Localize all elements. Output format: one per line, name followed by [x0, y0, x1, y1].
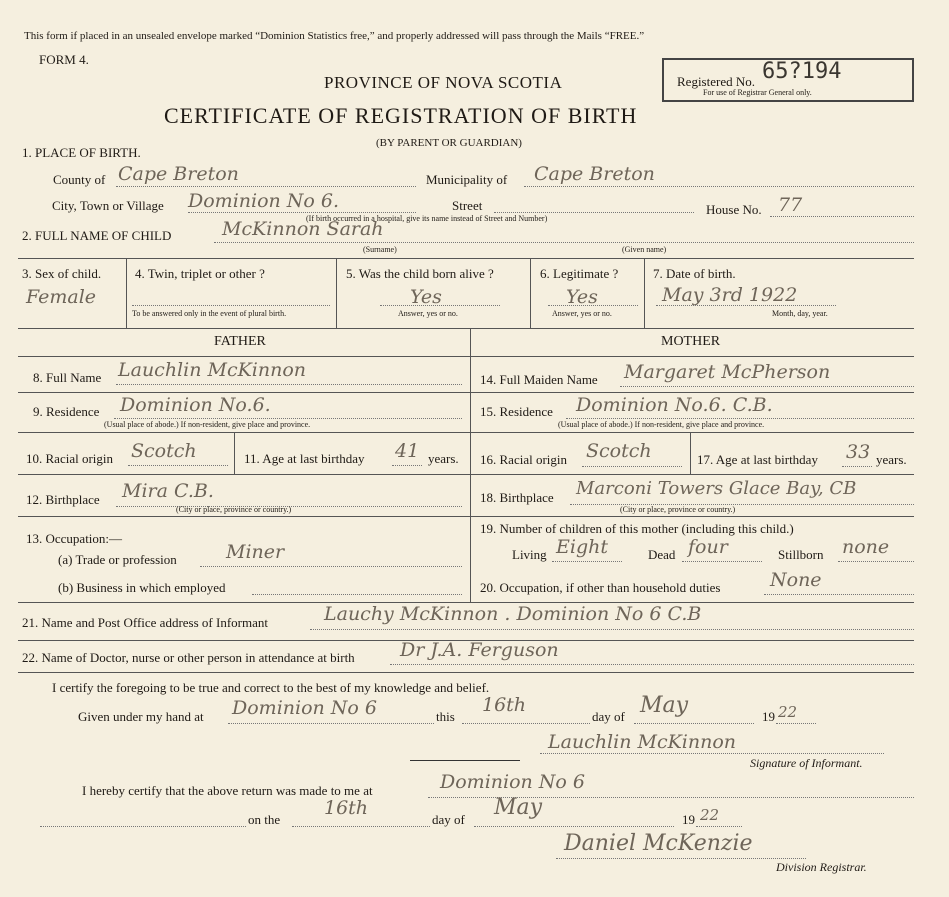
trade-value: Miner — [226, 541, 285, 563]
given-day-value: 16th — [482, 694, 527, 716]
legitimate-line — [548, 305, 638, 306]
on-the-label: on the — [248, 812, 281, 827]
given-name-caption: (Given name) — [622, 245, 667, 254]
row3-top-rule — [18, 258, 914, 259]
living-value: Eight — [556, 536, 608, 558]
on-month-value: May — [494, 795, 543, 820]
registrar-use-note: For use of Registrar General only. — [703, 88, 812, 97]
mother-occupation-value: None — [770, 569, 822, 591]
street-line — [494, 212, 694, 213]
city-value: Dominion No 6. — [188, 190, 340, 212]
mother-age-line — [842, 466, 872, 467]
mother-name-line — [620, 386, 914, 387]
certify-statement: I certify the foregoing to be true and correct to the best of my knowledge and belief. — [52, 680, 490, 695]
legitimate-value: Yes — [566, 286, 598, 308]
business-label: (b) Business in which employed — [58, 580, 226, 595]
children-label: 19. Number of children of this mother (including this child.) — [480, 521, 794, 536]
alive-line — [380, 305, 500, 306]
informant-label: 21. Name and Post Office address of Informant — [22, 615, 268, 630]
attendant-value: Dr J.A. Ferguson — [400, 639, 559, 661]
row3-divider-2 — [336, 258, 337, 328]
father-racial-line — [128, 465, 228, 466]
registered-number: 65?194 — [762, 59, 842, 84]
row3-divider-3 — [530, 258, 531, 328]
given-place-line — [228, 723, 434, 724]
given-month-value: May — [640, 693, 689, 718]
mother-age-value: 33 — [846, 441, 871, 463]
father-residence-label: 9. Residence — [33, 404, 100, 419]
municipality-value: Cape Breton — [534, 163, 655, 185]
mother-occupation-label: 20. Occupation, if other than household duties — [480, 580, 721, 595]
house-value: 77 — [778, 194, 803, 216]
mother-name-label: 14. Full Maiden Name — [480, 372, 598, 387]
father-birthplace-label: 12. Birthplace — [26, 492, 100, 507]
occupation-label: 13. Occupation:— — [26, 531, 123, 546]
mother-rule-1 — [470, 356, 914, 357]
form-number: FORM 4. — [39, 52, 89, 67]
father-racial-value: Scotch — [131, 440, 197, 462]
legitimate-label: 6. Legitimate ? — [540, 266, 619, 281]
mother-racial-line — [582, 466, 682, 467]
row3-divider-4 — [644, 258, 645, 328]
living-line — [552, 561, 622, 562]
alive-value: Yes — [410, 286, 442, 308]
given-year-line — [776, 723, 816, 724]
father-heading: FATHER — [214, 334, 266, 349]
hospital-note: (If birth occurred in a hospital, give its name instead of Street and Number) — [306, 214, 548, 223]
certificate-title: CERTIFICATE OF REGISTRATION OF BIRTH — [164, 103, 638, 128]
mother-residence-note: (Usual place of abode.) If non-resident, give place and province. — [558, 420, 765, 429]
sex-label: 3. Sex of child. — [22, 266, 102, 281]
date-of-birth-line — [656, 305, 836, 306]
alive-label: 5. Was the child born alive ? — [346, 266, 494, 281]
registered-label: Registered No. — [677, 74, 755, 89]
given-hand-label: Given under my hand at — [78, 709, 204, 724]
father-residence-line — [114, 418, 462, 419]
mother-age-divider — [690, 432, 691, 474]
dead-value: four — [688, 536, 728, 558]
given-year-value: 22 — [778, 703, 798, 721]
stillborn-line — [838, 561, 914, 562]
on-year-prefix: 19 — [682, 812, 695, 827]
mother-age-label: 17. Age at last birthday — [697, 452, 818, 467]
date-of-birth-label: 7. Date of birth. — [653, 266, 736, 281]
s22-rule — [18, 672, 914, 673]
county-value: Cape Breton — [118, 163, 239, 185]
child-name-value: McKinnon Sarah — [222, 218, 384, 240]
registrar-signature-line — [556, 858, 806, 859]
parents-rule-3 — [18, 432, 914, 433]
stillborn-label: Stillborn — [778, 547, 824, 562]
parents-rule-5 — [18, 516, 914, 517]
father-name-line — [116, 384, 462, 385]
on-day-line — [292, 826, 430, 827]
date-of-birth-note: Month, day, year. — [772, 309, 828, 318]
trade-label: (a) Trade or profession — [58, 552, 177, 567]
given-year-prefix: 19 — [762, 709, 775, 724]
given-day-line — [462, 723, 590, 724]
father-years-label: years. — [428, 451, 459, 466]
surname-caption: (Surname) — [363, 245, 397, 254]
row3-divider-1 — [126, 258, 127, 328]
on-month-line — [474, 826, 674, 827]
county-line — [116, 186, 416, 187]
mother-residence-label: 15. Residence — [480, 404, 553, 419]
given-month-line — [634, 723, 754, 724]
father-birthplace-value: Mira C.B. — [122, 480, 214, 502]
twin-note: To be answered only in the event of plural birth. — [132, 309, 287, 318]
mailing-notice: This form if placed in an unsealed envelope marked “Dominion Statistics free,” and properly addressed will pass through the Mails “FREE.” — [24, 30, 645, 42]
house-line — [770, 216, 914, 217]
mother-racial-value: Scotch — [586, 440, 652, 462]
mother-residence-line — [566, 418, 914, 419]
father-name-value: Lauchlin McKinnon — [118, 359, 307, 381]
father-age-line — [392, 465, 422, 466]
county-label: County of — [53, 172, 106, 187]
father-residence-note: (Usual place of abode.) If non-resident, give place and province. — [104, 420, 311, 429]
father-rule-1 — [18, 356, 470, 357]
dead-label: Dead — [648, 547, 676, 562]
mother-years-label: years. — [876, 452, 907, 467]
city-line — [188, 212, 416, 213]
dead-line — [682, 561, 762, 562]
child-name-label: 2. FULL NAME OF CHILD — [22, 228, 172, 243]
mother-name-value: Margaret McPherson — [624, 361, 831, 383]
registrar-caption: Division Registrar. — [776, 860, 867, 874]
attendant-line — [390, 664, 914, 665]
given-day-of-label: day of — [592, 709, 625, 724]
mother-birthplace-note: (City or place, province or country.) — [620, 505, 736, 514]
parents-rule-2 — [18, 392, 914, 393]
informant-signature: Lauchlin McKinnon — [548, 731, 737, 753]
mother-birthplace-value: Marconi Towers Glace Bay, CB — [576, 478, 857, 499]
father-age-label: 11. Age at last birthday — [244, 451, 365, 466]
made-place-value: Dominion No 6 — [440, 771, 585, 793]
place-of-birth-label: 1. PLACE OF BIRTH. — [22, 145, 141, 160]
alive-note: Answer, yes or no. — [398, 309, 458, 318]
mother-residence-value: Dominion No.6. C.B. — [576, 394, 773, 416]
parents-rule-4 — [18, 474, 914, 475]
municipality-label: Municipality of — [426, 172, 508, 187]
legitimate-note: Answer, yes or no. — [552, 309, 612, 318]
mother-birthplace-label: 18. Birthplace — [480, 490, 554, 505]
father-residence-value: Dominion No.6. — [120, 394, 271, 416]
mother-heading: MOTHER — [661, 334, 721, 349]
on-year-line — [696, 826, 742, 827]
certificate-subtitle: (BY PARENT OR GUARDIAN) — [376, 137, 522, 149]
registrar-signature: Daniel McKenzie — [564, 831, 753, 856]
father-age-divider — [234, 432, 235, 474]
city-label: City, Town or Village — [52, 198, 164, 213]
hereby-statement: I hereby certify that the above return was made to me at — [82, 783, 373, 798]
date-of-birth-value: May 3rd 1922 — [662, 284, 798, 306]
on-day-of-label: day of — [432, 812, 465, 827]
informant-line — [310, 629, 914, 630]
house-label: House No. — [706, 202, 762, 217]
father-racial-label: 10. Racial origin — [26, 451, 114, 466]
child-name-line — [214, 242, 914, 243]
informant-value: Lauchy McKinnon . Dominion No 6 C.B — [324, 603, 702, 625]
father-birthplace-note: (City or place, province or country.) — [176, 505, 292, 514]
twin-label: 4. Twin, triplet or other ? — [135, 266, 265, 281]
father-name-label: 8. Full Name — [33, 370, 102, 385]
on-year-value: 22 — [700, 806, 720, 824]
father-age-value: 41 — [395, 440, 420, 462]
twin-line — [132, 305, 330, 306]
municipality-line — [524, 186, 914, 187]
separator-rule — [410, 760, 520, 761]
row3-bottom-rule — [18, 328, 914, 329]
province-heading: PROVINCE OF NOVA SCOTIA — [324, 73, 563, 92]
attendant-label: 22. Name of Doctor, nurse or other person in attendance at birth — [22, 650, 355, 665]
given-place-value: Dominion No 6 — [232, 697, 377, 719]
trade-line — [200, 566, 462, 567]
mother-racial-label: 16. Racial origin — [480, 452, 568, 467]
mother-occupation-line — [764, 594, 914, 595]
on-day-value: 16th — [324, 797, 369, 819]
street-label: Street — [452, 198, 483, 213]
living-label: Living — [512, 547, 547, 562]
informant-signature-line — [540, 753, 884, 754]
on-leader-line — [40, 826, 246, 827]
parents-center-divider — [470, 328, 471, 602]
business-line — [252, 594, 462, 595]
stillborn-value: none — [842, 536, 890, 558]
sex-value: Female — [26, 286, 97, 308]
this-label: this — [436, 709, 455, 724]
informant-signature-caption: Signature of Informant. — [750, 756, 863, 770]
